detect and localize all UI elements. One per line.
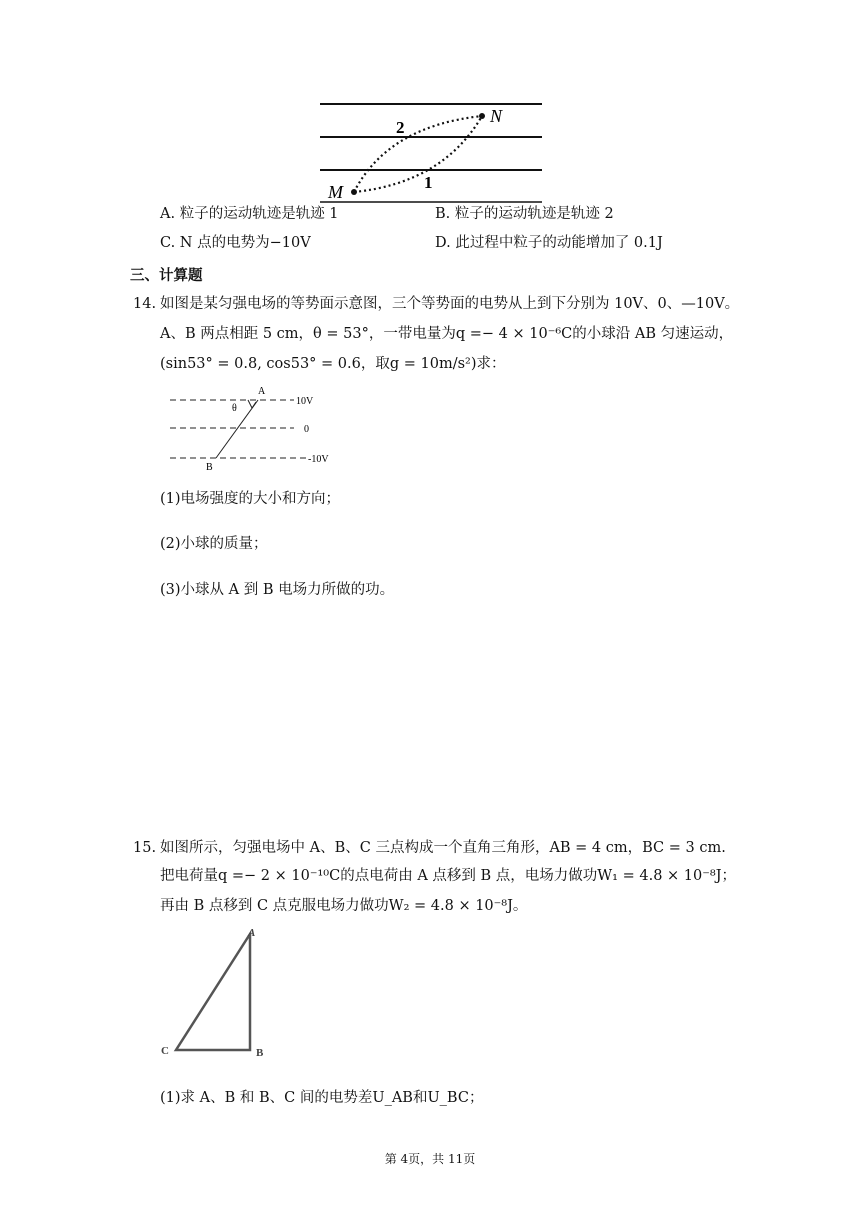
option-c-text: N 点的电势为−10V [179,235,311,251]
q14-sub-3: (3)小球从 A 到 B 电场力所做的功。 [160,582,395,598]
equipotential-figure [166,382,338,472]
q14-line-3: (sin53° = 0.8, cos53° = 0.6，取g = 10m/s²)求： [160,356,506,372]
label-trajectory-2: 2 [396,118,405,137]
option-a [160,204,339,224]
figure-label-theta: θ [232,403,237,414]
option-c [160,233,311,253]
option-d-letter: D. [435,235,451,251]
label-n: N [490,106,503,126]
triangle-label-a: A [248,927,256,939]
option-d-text: 此过程中粒子的动能增加了 0.1J [455,235,663,251]
q14-number: 14. [133,296,157,312]
option-c-letter: C. [160,235,176,251]
q15-number: 15. [133,840,157,856]
triangle-figure [156,922,276,1064]
triangle-label-b: B [256,1047,264,1059]
option-d [435,233,663,253]
point-m [351,189,357,195]
q15-line-1: 如图所示，匀强电场中 A、B、C 三点构成一个直角三角形，AB = 4 cm，BC = 3 cm. [160,840,726,856]
segment-ab [216,400,258,458]
option-a-letter: A. [160,206,176,222]
option-a-text: 粒子的运动轨迹是轨迹 1 [179,206,339,222]
trajectory-figure [318,98,544,206]
trajectory-2 [354,116,482,192]
trajectory-1 [354,116,482,192]
figure-label-a: A [258,386,266,397]
figure-label-b: B [206,462,213,472]
point-n [479,113,485,119]
q15-line-3: 再由 B 点移到 C 点克服电场力做功W₂ = 4.8 × 10⁻⁸J。 [160,898,528,914]
option-b-letter: B. [435,206,451,222]
label-trajectory-1: 1 [424,173,433,192]
angle-theta-mark [248,400,256,408]
figure-label-minus-10v: -10V [308,454,329,465]
q15-line-2: 把电荷量q =− 2 × 10⁻¹⁰C的点电荷由 A 点移到 B 点，电场力做功W₁ = 4.8 × 10⁻⁸J； [160,868,737,884]
figure-label-0: 0 [304,424,309,435]
section-heading: 三、计算题 [130,268,203,284]
q14-line-1: 如图是某匀强电场的等势面示意图，三个等势面的电势从上到下分别为 10V、0、—10V。 [160,296,740,312]
q14-sub-2: (2)小球的质量； [160,536,268,552]
triangle-abc [176,934,250,1050]
q14-sub-1: (1)电场强度的大小和方向； [160,491,341,507]
q14-line-2: A、B 两点相距 5 cm，θ = 53°，一带电量为q =− 4 × 10⁻⁶C的小球沿 AB 匀速运动， [160,326,734,342]
figure-label-10v: 10V [296,396,314,407]
q15-sub-1: (1)求 A、B 和 B、C 间的电势差U_AB和U_BC； [160,1090,484,1106]
triangle-label-c: C [161,1045,169,1057]
option-b [435,204,614,224]
option-b-text: 粒子的运动轨迹是轨迹 2 [454,206,614,222]
page-footer: 第 4页，共 11页 [384,1152,476,1166]
label-m: M [328,182,343,202]
